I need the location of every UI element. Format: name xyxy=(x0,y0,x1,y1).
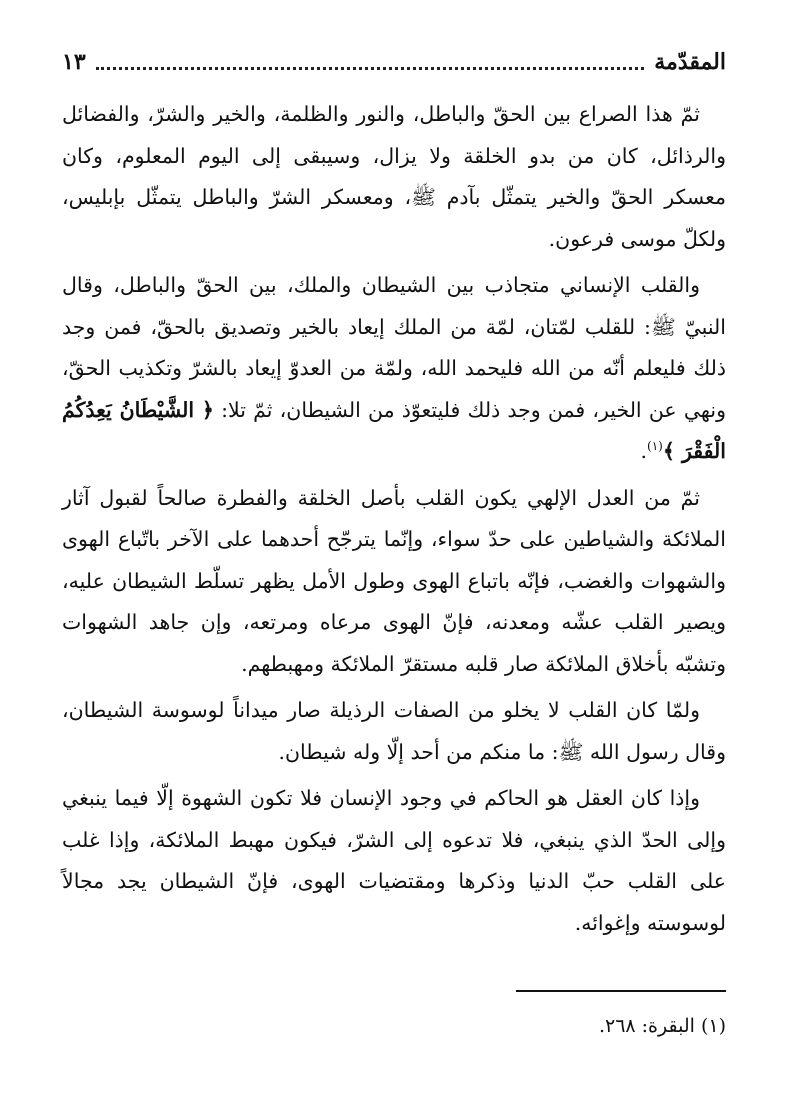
footnote-divider xyxy=(516,990,726,992)
paragraph: ولمّا كان القلب لا يخلو من الصفات الرذيلة صار ميداناً لوسوسة الشيطان، وقال رسول الله ﷺ: ما منكم من أحد إلّا وله شيطان. xyxy=(62,698,726,764)
footnote-reference: (١) xyxy=(647,439,663,454)
sentence-end: . xyxy=(640,439,648,463)
main-text xyxy=(62,94,726,949)
footnote: (١) البقرة: ٢٦٨. xyxy=(598,1015,726,1037)
chapter-title: المقدّمة xyxy=(654,49,726,75)
paragraph: ثمّ من العدل الإلهي يكون القلب بأصل الخلقة والفطرة صالحاً لقبول آثار الملائكة والشياطين على حدّ سواء، وإنّما يترجّح أحدهما على الآخر باتّباع الهوى والشهوات والغضب، فإنّه باتباع الهوى وطول الأمل يظهر تسلّط الشيطان عليه، ويصير القلب عشّه ومعدنه، فإنّ الهوى مرعاه ومرتعه، وإن جاهد الشهوات وتشبّه بأخلاق الملائكة صار قلبه مستقرّ الملائكة ومهبطهم. xyxy=(62,485,726,676)
paragraph-text: والقلب الإنساني متجاذب بين الشيطان والملك، بين الحقّ والباطل، وقال النبيّ ﷺ: للقلب لمّتان، لمّة من الملك إيعاد بالخير وتصديق بالحقّ، فمن وجد ذلك فليعلم أنّه من الله فليحمد الله، ولمّة من العدوّ إيعاد بالشرّ وتكذيب الحقّ، ونهي عن الخير، فمن وجد ذلك فليتعوّذ من الشيطان، ثمّ تلا: xyxy=(62,273,726,422)
dot-leader xyxy=(96,67,645,70)
book-page xyxy=(62,30,726,1080)
paragraph xyxy=(62,265,726,473)
page-number: ١٣ xyxy=(62,49,86,75)
paragraph: وإذا كان العقل هو الحاكم في وجود الإنسان فلا تكون الشهوة إلّا فيما ينبغي وإلى الحدّ الذي ينبغي، فلا تدعوه إلى الشرّ، فيكون مهبط الملائكة، وإذا غلب على القلب حبّ الدنيا وذكرها ومقتضيات الهوى، فإنّ الشيطان يجد مجالاً لوسوسته وإغوائه. xyxy=(62,786,726,935)
quran-verse: ﴿ الشَّيْطَانُ يَعِدُكُمُ الْفَقْرَ ﴾ xyxy=(62,397,726,463)
running-header xyxy=(62,42,726,82)
paragraph: ثمّ هذا الصراع بين الحقّ والباطل، والنور والظلمة، والخير والشرّ، والفضائل والرذائل، كان من بدو الخلقة ولا يزال، وسيبقى إلى اليوم المعلوم، وكان معسكر الحقّ والخير يتمثّل بآدم ﷺ، ومعسكر الشرّ والباطل يتمثّل بإبليس، ولكلّ موسى فرعون. xyxy=(62,102,726,251)
